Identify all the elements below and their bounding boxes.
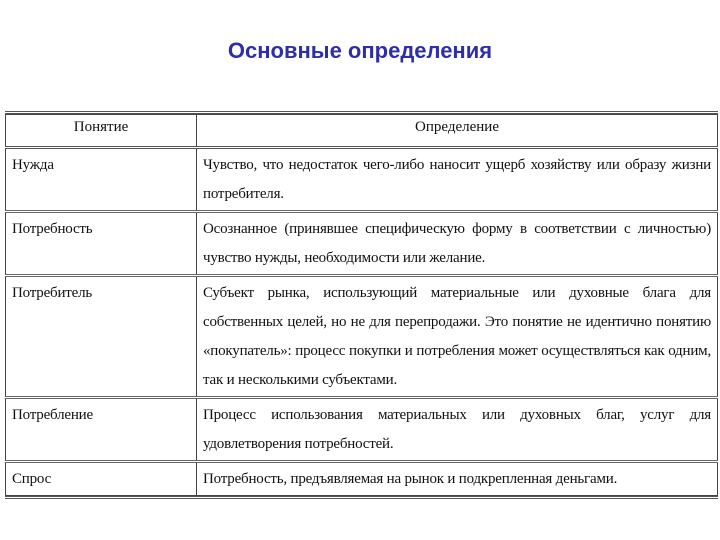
term-cell: Нужда bbox=[6, 148, 197, 212]
definition-cell: Потребность, предъявляемая на рынок и подкрепленная деньгами. bbox=[197, 462, 718, 496]
definition-cell: Процесс использования материальных или духовных благ, услуг для удовлетворения потребностей. bbox=[197, 398, 718, 462]
definition-cell: Субъект рынка, использующий материальные или духовные блага для собственных целей, но не для перепродажи. Это понятие не идентично понятию «покупатель»: процесс покупки и потребления может осуществляться как одним, так и несколькими субъектами. bbox=[197, 276, 718, 398]
table-header-row bbox=[6, 115, 718, 148]
table-row bbox=[6, 462, 718, 496]
header-term: Понятие bbox=[6, 115, 197, 148]
definition-cell: Осознанное (принявшее специфическую форму в соответствии с личностью) чувство нужды, необходимости или желание. bbox=[197, 212, 718, 276]
table-row bbox=[6, 212, 718, 276]
table-row bbox=[6, 276, 718, 398]
definition-cell: Чувство, что недостаток чего-либо наносит ущерб хозяйству или образу жизни потребителя. bbox=[197, 148, 718, 212]
term-cell: Потребление bbox=[6, 398, 197, 462]
definitions-table bbox=[5, 111, 718, 499]
term-cell: Потребитель bbox=[6, 276, 197, 398]
term-cell: Потребность bbox=[6, 212, 197, 276]
table-row bbox=[6, 398, 718, 462]
term-cell: Спрос bbox=[6, 462, 197, 496]
table-row bbox=[6, 148, 718, 212]
page-title: Основные определения bbox=[227, 38, 493, 63]
header-definition: Определение bbox=[197, 115, 718, 148]
